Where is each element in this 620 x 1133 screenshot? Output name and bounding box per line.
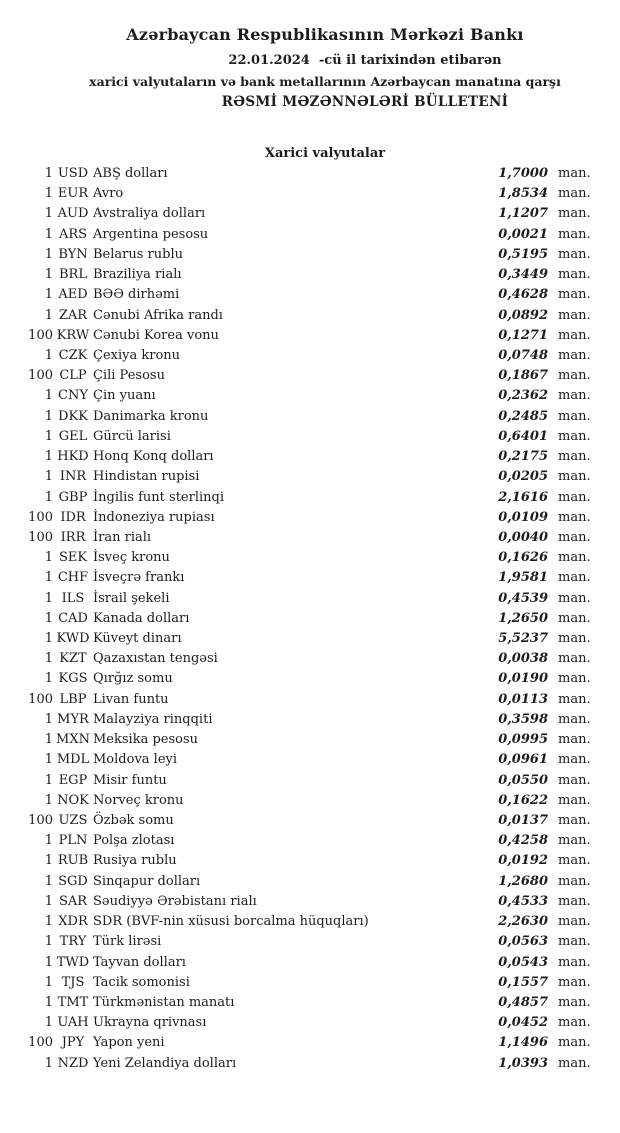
rate-value: 0,4857 — [498, 994, 548, 1010]
currency-code: HKD — [57, 449, 89, 465]
rate-value: 1,7000 — [498, 166, 548, 181]
unit-label: man. — [558, 469, 591, 485]
table-row — [0, 771, 620, 791]
currency-code: EGP — [58, 772, 88, 788]
unit-label: man. — [558, 186, 591, 202]
table-row — [0, 710, 620, 730]
rate-value: 0,1557 — [498, 974, 548, 990]
rate-value: 0,0040 — [498, 529, 548, 545]
rate-quantity: 1 — [44, 267, 53, 283]
currency-code: SGD — [58, 873, 88, 889]
currency-name: Sinqapur dolları — [93, 873, 201, 889]
table-row — [0, 669, 620, 689]
rate-quantity: 1 — [44, 954, 53, 970]
table-row — [0, 872, 620, 892]
unit-label: man. — [558, 651, 591, 667]
table-row — [0, 488, 620, 508]
currency-name: SDR (BVF-nin xüsusi borcalma hüquqları) — [93, 914, 369, 930]
currency-code: MDL — [56, 752, 90, 768]
rate-value: 0,0543 — [498, 954, 548, 970]
currency-code: KRW — [56, 327, 90, 343]
rate-quantity: 1 — [44, 550, 53, 566]
rate-value: 0,4539 — [498, 590, 548, 606]
rate-value: 0,3598 — [498, 711, 548, 727]
rate-quantity: 1 — [44, 651, 53, 667]
unit-label: man. — [558, 994, 591, 1010]
rate-value: 0,1622 — [498, 792, 548, 808]
table-row — [0, 204, 620, 224]
unit-label: man. — [558, 347, 591, 363]
rate-quantity: 1 — [44, 307, 53, 323]
bank-name-title: Azərbaycan Respublikasının Mərkəzi Bankı — [126, 25, 524, 44]
currency-code: SEK — [58, 550, 88, 566]
unit-label: man. — [558, 388, 591, 404]
currency-code: CLP — [59, 368, 87, 384]
currency-code: CZK — [58, 347, 88, 363]
unit-label: man. — [558, 408, 591, 424]
rate-value: 2,1616 — [498, 489, 548, 505]
currency-name: Tayvan dolları — [93, 954, 186, 970]
unit-label: man. — [558, 1015, 591, 1031]
table-row — [0, 164, 620, 184]
table-row — [0, 953, 620, 973]
currency-name: İran rialı — [93, 529, 152, 545]
rate-value: 0,0113 — [498, 691, 548, 707]
currency-code: NZD — [57, 1055, 89, 1071]
currency-name: Yeni Zelandiya dolları — [93, 1055, 237, 1071]
currency-code: MYR — [57, 711, 89, 727]
currency-name: Danimarka kronu — [93, 408, 209, 424]
rate-value: 0,6401 — [498, 428, 548, 444]
section-title-foreign-currencies: Xarici valyutalar — [264, 146, 386, 161]
currency-name: Küveyt dinarı — [93, 631, 182, 647]
table-row — [0, 609, 620, 629]
bulletin-page — [0, 24, 620, 1133]
currency-code: IDR — [60, 509, 86, 525]
rate-quantity: 1 — [44, 893, 53, 909]
unit-label: man. — [558, 752, 591, 768]
currency-code: LBP — [59, 691, 87, 707]
currency-code: RUB — [57, 853, 89, 869]
rate-value: 0,1867 — [498, 368, 548, 384]
table-row — [0, 892, 620, 912]
currency-code: IRR — [60, 529, 86, 545]
currency-code: TMT — [57, 994, 89, 1010]
currency-code: AED — [58, 287, 88, 303]
rates-table — [0, 164, 620, 1074]
rate-quantity: 1 — [44, 711, 53, 727]
rate-value: 0,1271 — [498, 327, 548, 343]
rate-quantity: 1 — [44, 166, 53, 181]
rate-quantity: 100 — [28, 368, 53, 384]
bulletin-header — [0, 24, 620, 110]
rate-quantity: 100 — [28, 1035, 53, 1051]
unit-label: man. — [558, 166, 591, 181]
rate-quantity: 1 — [44, 226, 53, 242]
currency-name: Kanada dolları — [93, 610, 190, 626]
currency-code: GBP — [58, 489, 88, 505]
rate-quantity: 1 — [44, 671, 53, 687]
rate-quantity: 1 — [44, 246, 53, 262]
currency-code: CHF — [57, 570, 89, 586]
unit-label: man. — [558, 853, 591, 869]
rate-value: 5,5237 — [498, 631, 548, 647]
currency-code: PLN — [58, 833, 88, 849]
unit-label: man. — [558, 246, 591, 262]
currency-name: Qırğız somu — [93, 671, 173, 687]
currency-code: ILS — [61, 590, 85, 606]
table-row — [0, 589, 620, 609]
table-row — [0, 447, 620, 467]
table-row — [0, 932, 620, 952]
table-row — [0, 548, 620, 568]
unit-label: man. — [558, 489, 591, 505]
currency-code: BRL — [59, 267, 87, 283]
table-row — [0, 346, 620, 366]
rate-value: 0,2175 — [498, 449, 548, 465]
rate-quantity: 1 — [44, 732, 53, 748]
rate-quantity: 1 — [44, 772, 53, 788]
rate-value: 0,0892 — [498, 307, 548, 323]
unit-label: man. — [558, 590, 591, 606]
currency-code: UAH — [57, 1015, 89, 1031]
currency-code: USD — [57, 166, 89, 181]
rate-value: 0,2485 — [498, 408, 548, 424]
currency-name: Malayziya rinqqiti — [93, 711, 213, 727]
currency-code: CAD — [58, 610, 88, 626]
table-row — [0, 265, 620, 285]
unit-label: man. — [558, 449, 591, 465]
currency-code: ZAR — [58, 307, 88, 323]
currency-name: İsveçrə frankı — [93, 570, 185, 586]
currency-name: Tacik somonisi — [93, 974, 190, 990]
currency-code: KZT — [59, 651, 87, 667]
currency-code: MXN — [56, 732, 90, 748]
rate-quantity: 1 — [44, 752, 53, 768]
currency-name: ABŞ dolları — [93, 166, 168, 181]
table-row — [0, 690, 620, 710]
rate-quantity: 100 — [28, 327, 53, 343]
table-row — [0, 245, 620, 265]
unit-label: man. — [558, 792, 591, 808]
unit-label: man. — [558, 509, 591, 525]
table-row — [0, 285, 620, 305]
rate-quantity: 1 — [44, 833, 53, 849]
table-row — [0, 528, 620, 548]
currency-name: Avstraliya dolları — [93, 206, 206, 222]
currency-name: Çexiya kronu — [93, 347, 181, 363]
currency-name: Qazaxıstan tengəsi — [93, 651, 218, 667]
currency-name: İngilis funt sterlinqi — [93, 489, 224, 505]
unit-label: man. — [558, 267, 591, 283]
table-row — [0, 912, 620, 932]
scope-subtitle-line: xarici valyutaların və bank metallarının Azərbaycan manatına qarşı — [89, 74, 561, 89]
unit-label: man. — [558, 368, 591, 384]
unit-label: man. — [558, 732, 591, 748]
currency-name: BƏƏ dirhəmi — [93, 287, 180, 303]
currency-name: Ukrayna qrivnası — [93, 1015, 207, 1031]
currency-name: İsveç kronu — [93, 550, 170, 566]
currency-name: Çili Pesosu — [93, 368, 165, 384]
rate-value: 1,0393 — [498, 1055, 548, 1071]
table-row — [0, 831, 620, 851]
currency-name: Polşa zlotası — [93, 833, 175, 849]
currency-name: Özbək somu — [93, 813, 174, 828]
rate-value: 0,5195 — [498, 246, 548, 262]
table-row — [0, 184, 620, 204]
table-row — [0, 649, 620, 669]
currency-code: CNY — [58, 388, 88, 404]
rate-value: 0,1626 — [498, 550, 548, 566]
table-row — [0, 225, 620, 245]
rate-value: 0,4628 — [498, 287, 548, 303]
unit-label: man. — [558, 631, 591, 647]
currency-name: Gürcü larisi — [93, 428, 171, 444]
currency-code: TWD — [56, 954, 90, 970]
currency-code: GEL — [58, 428, 88, 444]
unit-label: man. — [558, 833, 591, 849]
currency-name: Çin yuanı — [93, 388, 156, 404]
currency-name: Cənubi Korea vonu — [93, 327, 219, 343]
rate-value: 0,0109 — [498, 509, 548, 525]
unit-label: man. — [558, 1055, 591, 1071]
rate-value: 0,0995 — [498, 732, 548, 748]
unit-label: man. — [558, 954, 591, 970]
table-row — [0, 467, 620, 487]
currency-code: BYN — [58, 246, 88, 262]
rate-value: 0,3449 — [498, 267, 548, 283]
currency-name: Cənubi Afrika randı — [93, 307, 223, 323]
rate-quantity: 1 — [44, 590, 53, 606]
currency-name: Livan funtu — [93, 691, 169, 707]
currency-code: KWD — [56, 631, 90, 647]
currency-code: XDR — [58, 914, 88, 930]
table-row — [0, 1033, 620, 1053]
unit-label: man. — [558, 772, 591, 788]
currency-name: İndoneziya rupiası — [93, 509, 215, 525]
rate-value: 0,0190 — [498, 671, 548, 687]
currency-code: TRY — [59, 934, 87, 950]
rate-value: 0,0452 — [498, 1015, 548, 1031]
unit-label: man. — [558, 226, 591, 242]
rate-quantity: 1 — [44, 610, 53, 626]
rate-quantity: 1 — [44, 934, 53, 950]
rate-quantity: 1 — [44, 873, 53, 889]
currency-name: Argentina pesosu — [93, 226, 209, 242]
rate-value: 1,2680 — [498, 873, 548, 889]
table-row — [0, 386, 620, 406]
currency-name: Belarus rublu — [93, 246, 183, 262]
unit-label: man. — [558, 550, 591, 566]
currency-code: TJS — [61, 974, 85, 990]
table-row — [0, 427, 620, 447]
rate-quantity: 100 — [28, 691, 53, 707]
currency-code: UZS — [58, 813, 88, 828]
bulletin-title: RƏSMİ MƏZƏNNƏLƏRİ BÜLLETENİ — [221, 94, 509, 110]
table-row — [0, 851, 620, 871]
rate-value: 0,0563 — [498, 934, 548, 950]
rate-quantity: 1 — [44, 287, 53, 303]
currency-name: Hindistan rupisi — [93, 469, 200, 485]
rate-value: 1,8534 — [498, 186, 548, 202]
table-row — [0, 1013, 620, 1033]
rate-value: 0,0137 — [498, 813, 548, 828]
rate-quantity: 100 — [28, 509, 53, 525]
unit-label: man. — [558, 893, 591, 909]
unit-label: man. — [558, 206, 591, 222]
rate-quantity: 1 — [44, 408, 53, 424]
unit-label: man. — [558, 691, 591, 707]
table-row — [0, 508, 620, 528]
rate-quantity: 1 — [44, 347, 53, 363]
rate-value: 0,0038 — [498, 651, 548, 667]
currency-name: Rusiya rublu — [93, 853, 177, 869]
unit-label: man. — [558, 934, 591, 950]
unit-label: man. — [558, 974, 591, 990]
unit-label: man. — [558, 873, 591, 889]
effective-date-line: 22.01.2024 -cü il tarixindən etibarən — [228, 53, 502, 68]
rate-quantity: 100 — [28, 813, 53, 828]
currency-code: EUR — [57, 186, 89, 202]
currency-name: Avro — [93, 186, 124, 202]
table-row — [0, 730, 620, 750]
table-row — [0, 993, 620, 1013]
unit-label: man. — [558, 914, 591, 930]
rate-quantity: 1 — [44, 631, 53, 647]
currency-name: Türk lirəsi — [93, 934, 162, 950]
rate-quantity: 1 — [44, 1015, 53, 1031]
unit-label: man. — [558, 671, 591, 687]
table-row — [0, 407, 620, 427]
rate-value: 1,1496 — [498, 1035, 548, 1051]
rate-quantity: 1 — [44, 974, 53, 990]
table-row — [0, 1054, 620, 1074]
unit-label: man. — [558, 610, 591, 626]
rate-quantity: 1 — [44, 792, 53, 808]
rate-quantity: 1 — [44, 186, 53, 202]
unit-label: man. — [558, 287, 591, 303]
table-row — [0, 811, 620, 831]
rate-value: 0,0550 — [498, 772, 548, 788]
rate-value: 0,2362 — [498, 388, 548, 404]
unit-label: man. — [558, 813, 591, 828]
currency-name: Moldova leyi — [93, 752, 178, 768]
rate-value: 1,2650 — [498, 610, 548, 626]
currency-name: Meksika pesosu — [93, 732, 199, 748]
rate-quantity: 1 — [44, 449, 53, 465]
table-row — [0, 568, 620, 588]
unit-label: man. — [558, 307, 591, 323]
currency-code: ARS — [58, 226, 88, 242]
rate-quantity: 1 — [44, 1055, 53, 1071]
currency-name: Yapon yeni — [93, 1035, 165, 1051]
currency-name: Braziliya rialı — [93, 267, 182, 283]
rate-quantity: 1 — [44, 914, 53, 930]
rate-quantity: 1 — [44, 489, 53, 505]
table-row — [0, 306, 620, 326]
table-row — [0, 629, 620, 649]
rate-value: 0,0961 — [498, 752, 548, 768]
rate-quantity: 1 — [44, 388, 53, 404]
currency-name: Honq Konq dolları — [93, 449, 214, 465]
rate-quantity: 100 — [28, 529, 53, 545]
rate-value: 0,4533 — [498, 893, 548, 909]
rate-value: 0,0021 — [498, 226, 548, 242]
rate-value: 0,0205 — [498, 469, 548, 485]
currency-name: İsrail şekeli — [93, 590, 170, 606]
table-row — [0, 973, 620, 993]
currency-code: INR — [59, 469, 87, 485]
table-row — [0, 366, 620, 386]
rate-quantity: 1 — [44, 570, 53, 586]
rate-value: 1,1207 — [498, 206, 548, 222]
rate-quantity: 1 — [44, 206, 53, 222]
unit-label: man. — [558, 570, 591, 586]
unit-label: man. — [558, 428, 591, 444]
currency-name: Səudiyyə Ərəbistanı rialı — [93, 893, 257, 909]
currency-code: AUD — [57, 206, 89, 222]
currency-name: Türkmənistan manatı — [93, 994, 235, 1010]
rate-quantity: 1 — [44, 853, 53, 869]
currency-code: DKK — [58, 408, 88, 424]
table-row — [0, 791, 620, 811]
unit-label: man. — [558, 529, 591, 545]
unit-label: man. — [558, 1035, 591, 1051]
table-row — [0, 750, 620, 770]
rate-value: 0,4258 — [498, 833, 548, 849]
rate-quantity: 1 — [44, 994, 53, 1010]
currency-name: Misir funtu — [93, 772, 167, 788]
table-row — [0, 326, 620, 346]
currency-code: JPY — [61, 1035, 85, 1051]
unit-label: man. — [558, 711, 591, 727]
unit-label: man. — [558, 327, 591, 343]
rate-value: 2,2630 — [498, 914, 548, 930]
rate-quantity: 1 — [44, 428, 53, 444]
rate-value: 0,0192 — [498, 853, 548, 869]
currency-code: NOK — [57, 792, 89, 808]
currency-code: SAR — [58, 893, 88, 909]
currency-name: Norveç kronu — [93, 792, 184, 808]
rate-value: 1,9581 — [498, 570, 548, 586]
rate-value: 0,0748 — [498, 347, 548, 363]
rate-quantity: 1 — [44, 469, 53, 485]
currency-code: KGS — [58, 671, 88, 687]
